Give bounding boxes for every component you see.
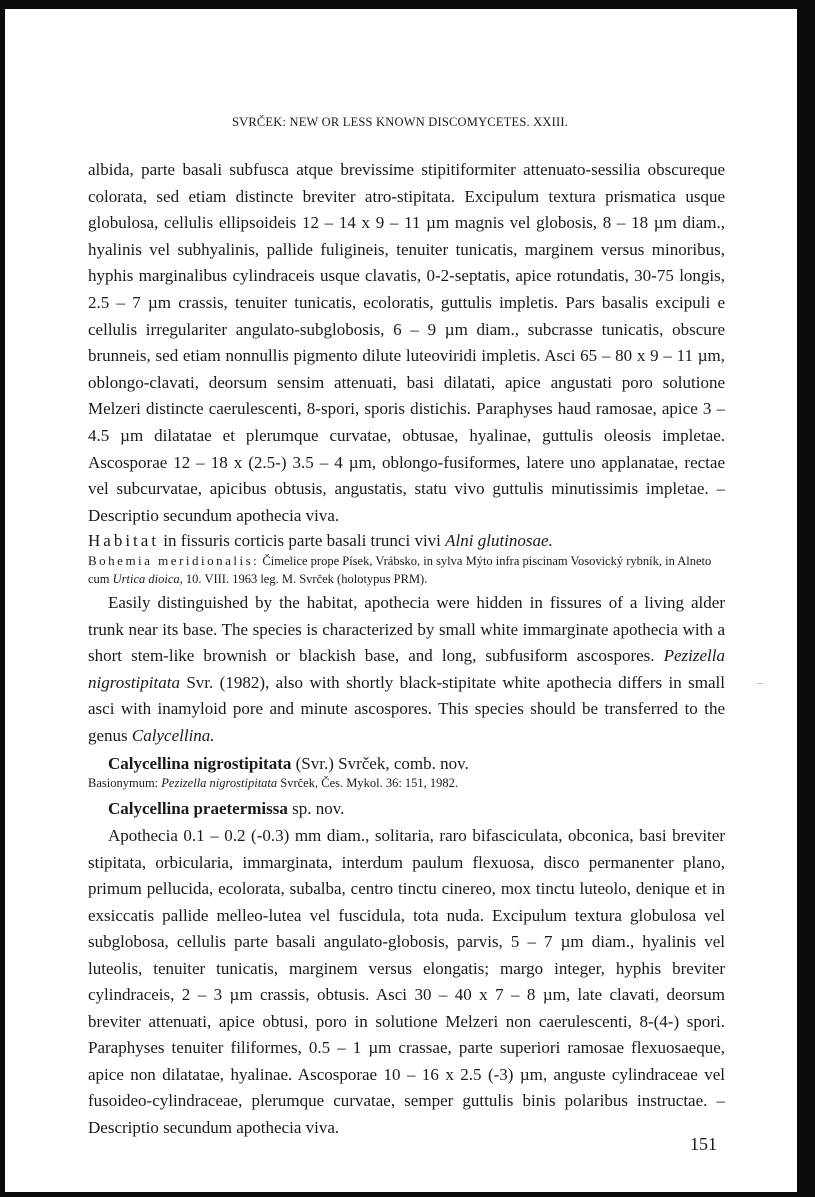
locality-text-b: 10. VIII. 1963 leg. M. Svrček (holotypus PRM). (182, 572, 428, 587)
comb-nov-heading (88, 753, 725, 775)
comb-nov-rest: (Svr.) Svrček, comb. nov. (291, 754, 469, 774)
page-number: 151 (690, 1134, 717, 1154)
sp-nov-heading (88, 797, 725, 821)
locality-text-a: Čimelice prope Písek, Vrábsko, in sylva Mýto infra piscinam Vosovický rybník, in Alneto cum (88, 554, 712, 587)
latin-description-paragraph: albida, parte basali subfusca atque brevissime stipitiformiter attenuato-sessilia obscureque colorata, sed etiam distincte breviter atro-stipitata. Excipulum textura prismatica usque globulosa, cellulis ellipsoideis 12 – 14 x 9 – 11 µm magnis vel globosis, 8 – 18 µm diam., hyalinis vel subhyalinis, pallide fuligineis, tenuiter tunicatis, marginem versus minoribus, hyphis marginalibus cylindraceis usque clavatis, 0-2-septatis, apice rotundatis, 30-75 longis, 2.5 – 7 µm crassis, tenuiter tunicatis, ecoloratis, guttulis impletis. Pars basalis excipuli e cellulis irregulariter angulato-subglobosis, 6 – 9 µm diam., subcrasse tunicatis, obscure brunneis, sed etiam nonnullis pigmento dilute luteoviridi impletis. Asci 65 – 80 x 9 – 11 µm, oblongo-clavati, deorsum sensim attenuati, basi dilatati, apice angustati poro solutione Melzeri distincte caerulescenti, 8-spori, sporis distichis. Paraphyses haud ramosae, apice 3 – 4.5 µm dilatatae et plerumque curvatae, obtusae, hyalinae, guttulis oleosis impletae. Ascosporae 12 – 18 x (2.5-) 3.5 – 4 µm, oblongo-fusiformes, latere uno applanatae, rectae vel subcurvatae, apicibus obtusis, angustatis, statu vivo guttulis minutissimis impletae. – Descriptio secundum apothecia viva. (88, 160, 725, 525)
basionym-rest: Svrček, Čes. Mykol. 36: 151, 1982. (277, 776, 459, 791)
habitat-host: Alni glutinosae. (445, 531, 553, 551)
habitat-line (88, 530, 725, 552)
english-genus: Calycellina. (131, 725, 215, 745)
basionym-name: Pezizella nigrostipitata (161, 776, 278, 791)
locality-plant: Urtica dioica, (112, 572, 183, 587)
comb-nov-name: Calycellina nigrostipitata (108, 754, 292, 774)
basionym-line (88, 775, 725, 791)
running-head: SVRČEK: NEW OR LESS KNOWN DISCOMYCETES. XXIII. (231, 115, 569, 129)
locality-label: Bohemia meridionalis: (88, 553, 260, 569)
species-description-paragraph: Apothecia 0.1 – 0.2 (-0.3) mm diam., solitaria, raro bifasciculata, obconica, basi breviter stipitata, orbicularia, immarginata, interdum paulum flexuosa, disco permanenter plano, primum pellucida, ecolorata, subalba, centro tinctu cinereo, mox tinctu luteolo, denique et in exsiccatis pallide melleo-lutea vel fuscidula, tota nuda. Excipulum textura globulosa vel subglobosa, cellulis parte basali angulato-globosis, parvis, 5 – 7 µm diam., hyalinis vel luteolis, tenuiter tunicatis, marginem versus elongatis; margo integer, hyphis breviter cylindraceis, 2 – 3 µm crassis, obtusis. Asci 30 – 40 x 7 – 8 µm, late clavati, deorsum breviter attenuati, apice obtusi, poro in solutione Melzeri non caerulescenti, 8-(4-) spori. Paraphyses tenuiter filiformes, 0.5 – 1 µm crassae, parte superiori ramosae flexuosaeque, apice non dilatatae, hyalinae. Ascosporae 10 – 16 x 2.5 (-3) µm, anguste cylindraceae vel fusoideo-cylindraceae, plerumque curvatae, semper guttulis binis polaribus instructae. – Descriptio secundum apothecia viva. (88, 826, 725, 1137)
sp-nov-rest: sp. nov. (287, 799, 345, 819)
english-text-b: Svr. (1982), also with shortly black-stipitate white apothecia differs in small asci with inamyloid pore and minute ascospores. This species should be transferred to the genus (88, 672, 725, 745)
scan-speck (757, 683, 763, 684)
basionym-label: Basionymum: (88, 776, 162, 791)
habitat-label: Habitat (88, 531, 160, 551)
english-text-a: Easily distinguished by the habitat, apothecia were hidden in fissures of a living alder trunk near its base. The species is characterized by small white immarginate apothecia with a short stem-like brownish or blackish base, and long, subfusiform ascospores. (88, 593, 725, 666)
sp-nov-name: Calycellina praetermissa (108, 799, 288, 819)
locality-line (88, 552, 725, 588)
english-taxon: Pezizella nigrostipitata (88, 646, 725, 692)
page-body (88, 157, 725, 1141)
habitat-text: in fissuris corticis parte basali trunci vivi (159, 531, 446, 551)
english-discussion-paragraph (88, 590, 725, 749)
